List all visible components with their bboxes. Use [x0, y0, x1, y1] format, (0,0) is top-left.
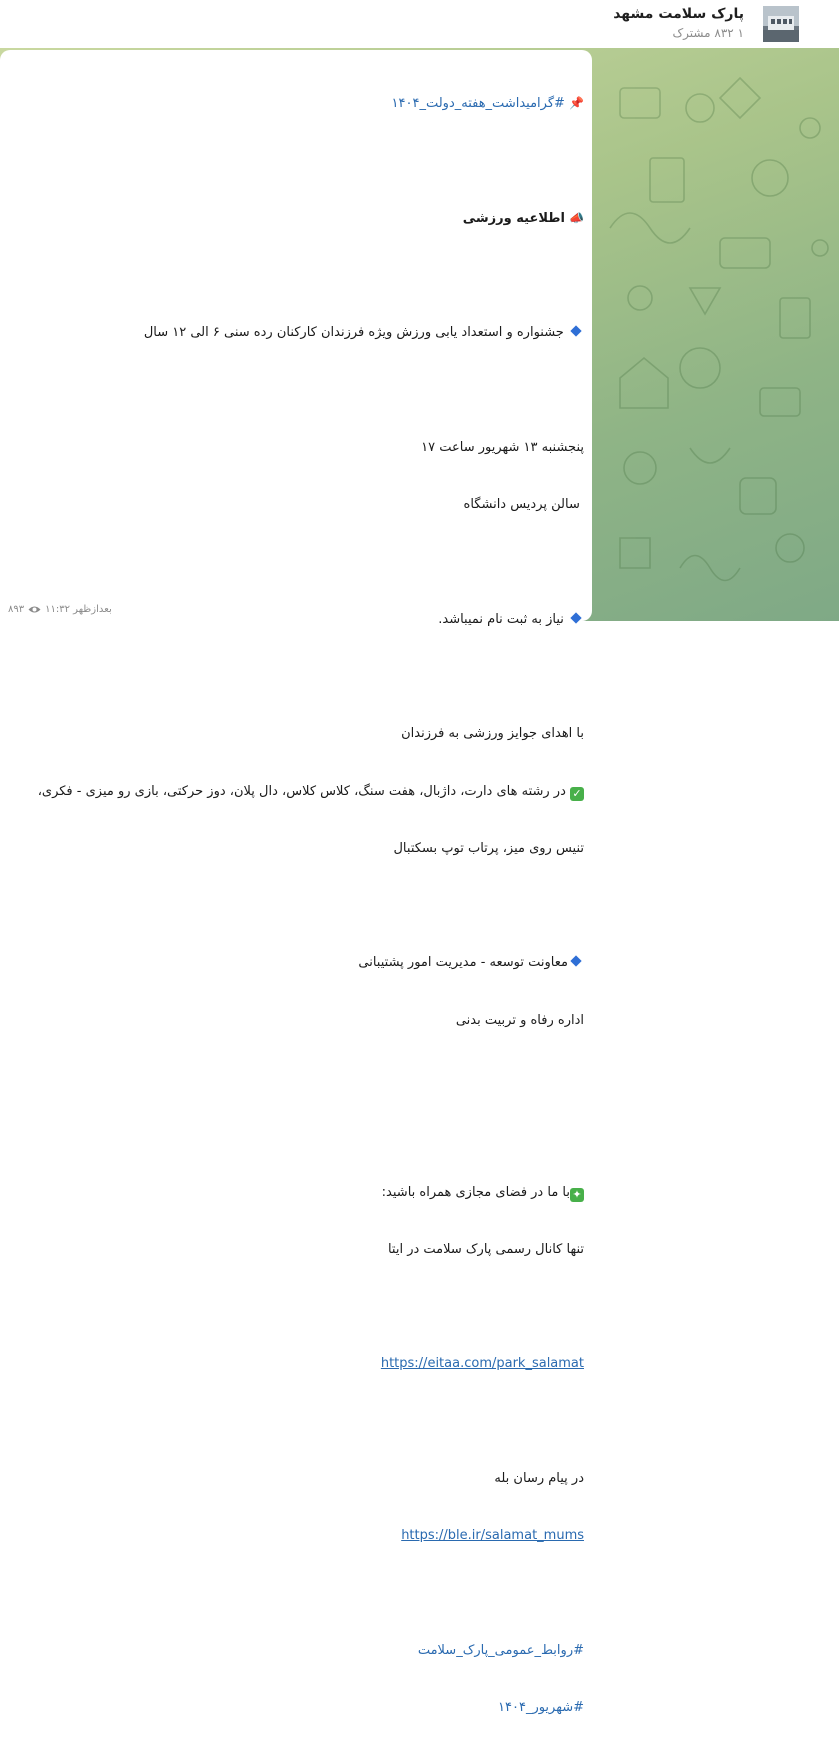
department-line-1: معاونت توسعه - مدیریت امور پشتیبانی: [358, 955, 568, 971]
hashtag-link[interactable]: #روابط_عمومی_پارک_سلامت: [417, 1642, 584, 1658]
bale-line: در پیام رسان بله: [494, 1470, 584, 1486]
blue-diamond-icon: [570, 326, 581, 337]
channel-header[interactable]: [0, 0, 839, 49]
megaphone-icon: 📣: [569, 210, 584, 225]
bale-link[interactable]: https://ble.ir/salamat_mums: [401, 1528, 584, 1544]
message-text: [8, 56, 584, 1755]
join-line-2: تنها کانال رسمی پارک سلامت در ایتا: [387, 1241, 584, 1257]
channel-title[interactable]: پارک سلامت مشهد: [613, 6, 744, 22]
subscriber-count: ۱ ۸۳۲ مشترک: [672, 26, 744, 40]
date-line: پنجشنبه ۱۳ شهریور ساعت ۱۷: [421, 439, 584, 455]
prizes-line: با اهدای جوایز ورزشی به فرزندان: [401, 726, 584, 742]
no-registration-line: نیاز به ثبت نام نمیباشد.: [438, 611, 568, 627]
blue-diamond-icon: [570, 612, 581, 623]
hashtag-link[interactable]: #گرامیداشت_هفته_دولت_۱۴۰۴: [391, 96, 565, 112]
view-count: ۸۹۳: [8, 604, 25, 615]
message-time: ۱۱:۳۲ بعدازظهر: [45, 604, 112, 615]
message-bubble[interactable]: [0, 50, 592, 1716]
building-photo-icon: [763, 6, 799, 42]
fields-line-1: در رشته های دارت، داژبال، هفت سنگ، کلاس کلاس، دال پلان، دوز حرکتی، بازی رو میزی - فکری،: [37, 783, 570, 799]
department-line-2: اداره رفاه و تربیت بدنی: [455, 1012, 584, 1028]
eye-icon: [28, 605, 41, 614]
channel-avatar[interactable]: [763, 6, 799, 42]
hashtag-link[interactable]: #شهریور_۱۴۰۴: [498, 1700, 584, 1716]
check-mark-icon: ✓: [570, 787, 584, 801]
sparkle-icon: ✦: [570, 1188, 584, 1202]
message-meta: [8, 604, 112, 615]
fields-line-2: تنیس روی میز، پرتاب توپ بسکتبال: [393, 840, 584, 856]
join-line-1: با ما در فضای مجازی همراه باشید:: [381, 1184, 570, 1200]
eitaa-link[interactable]: https://eitaa.com/park_salamat: [380, 1356, 584, 1372]
place-line: سالن پردیس دانشگاه: [463, 497, 584, 513]
blue-diamond-icon: [570, 956, 581, 967]
festival-line: جشنواره و استعداد یابی ورزش ویژه فرزندان کارکنان رده سنی ۶ الی ۱۲ سال: [143, 325, 564, 341]
pushpin-icon: 📌: [569, 96, 584, 111]
message-heading: اطلاعیه ورزشی: [462, 210, 565, 226]
